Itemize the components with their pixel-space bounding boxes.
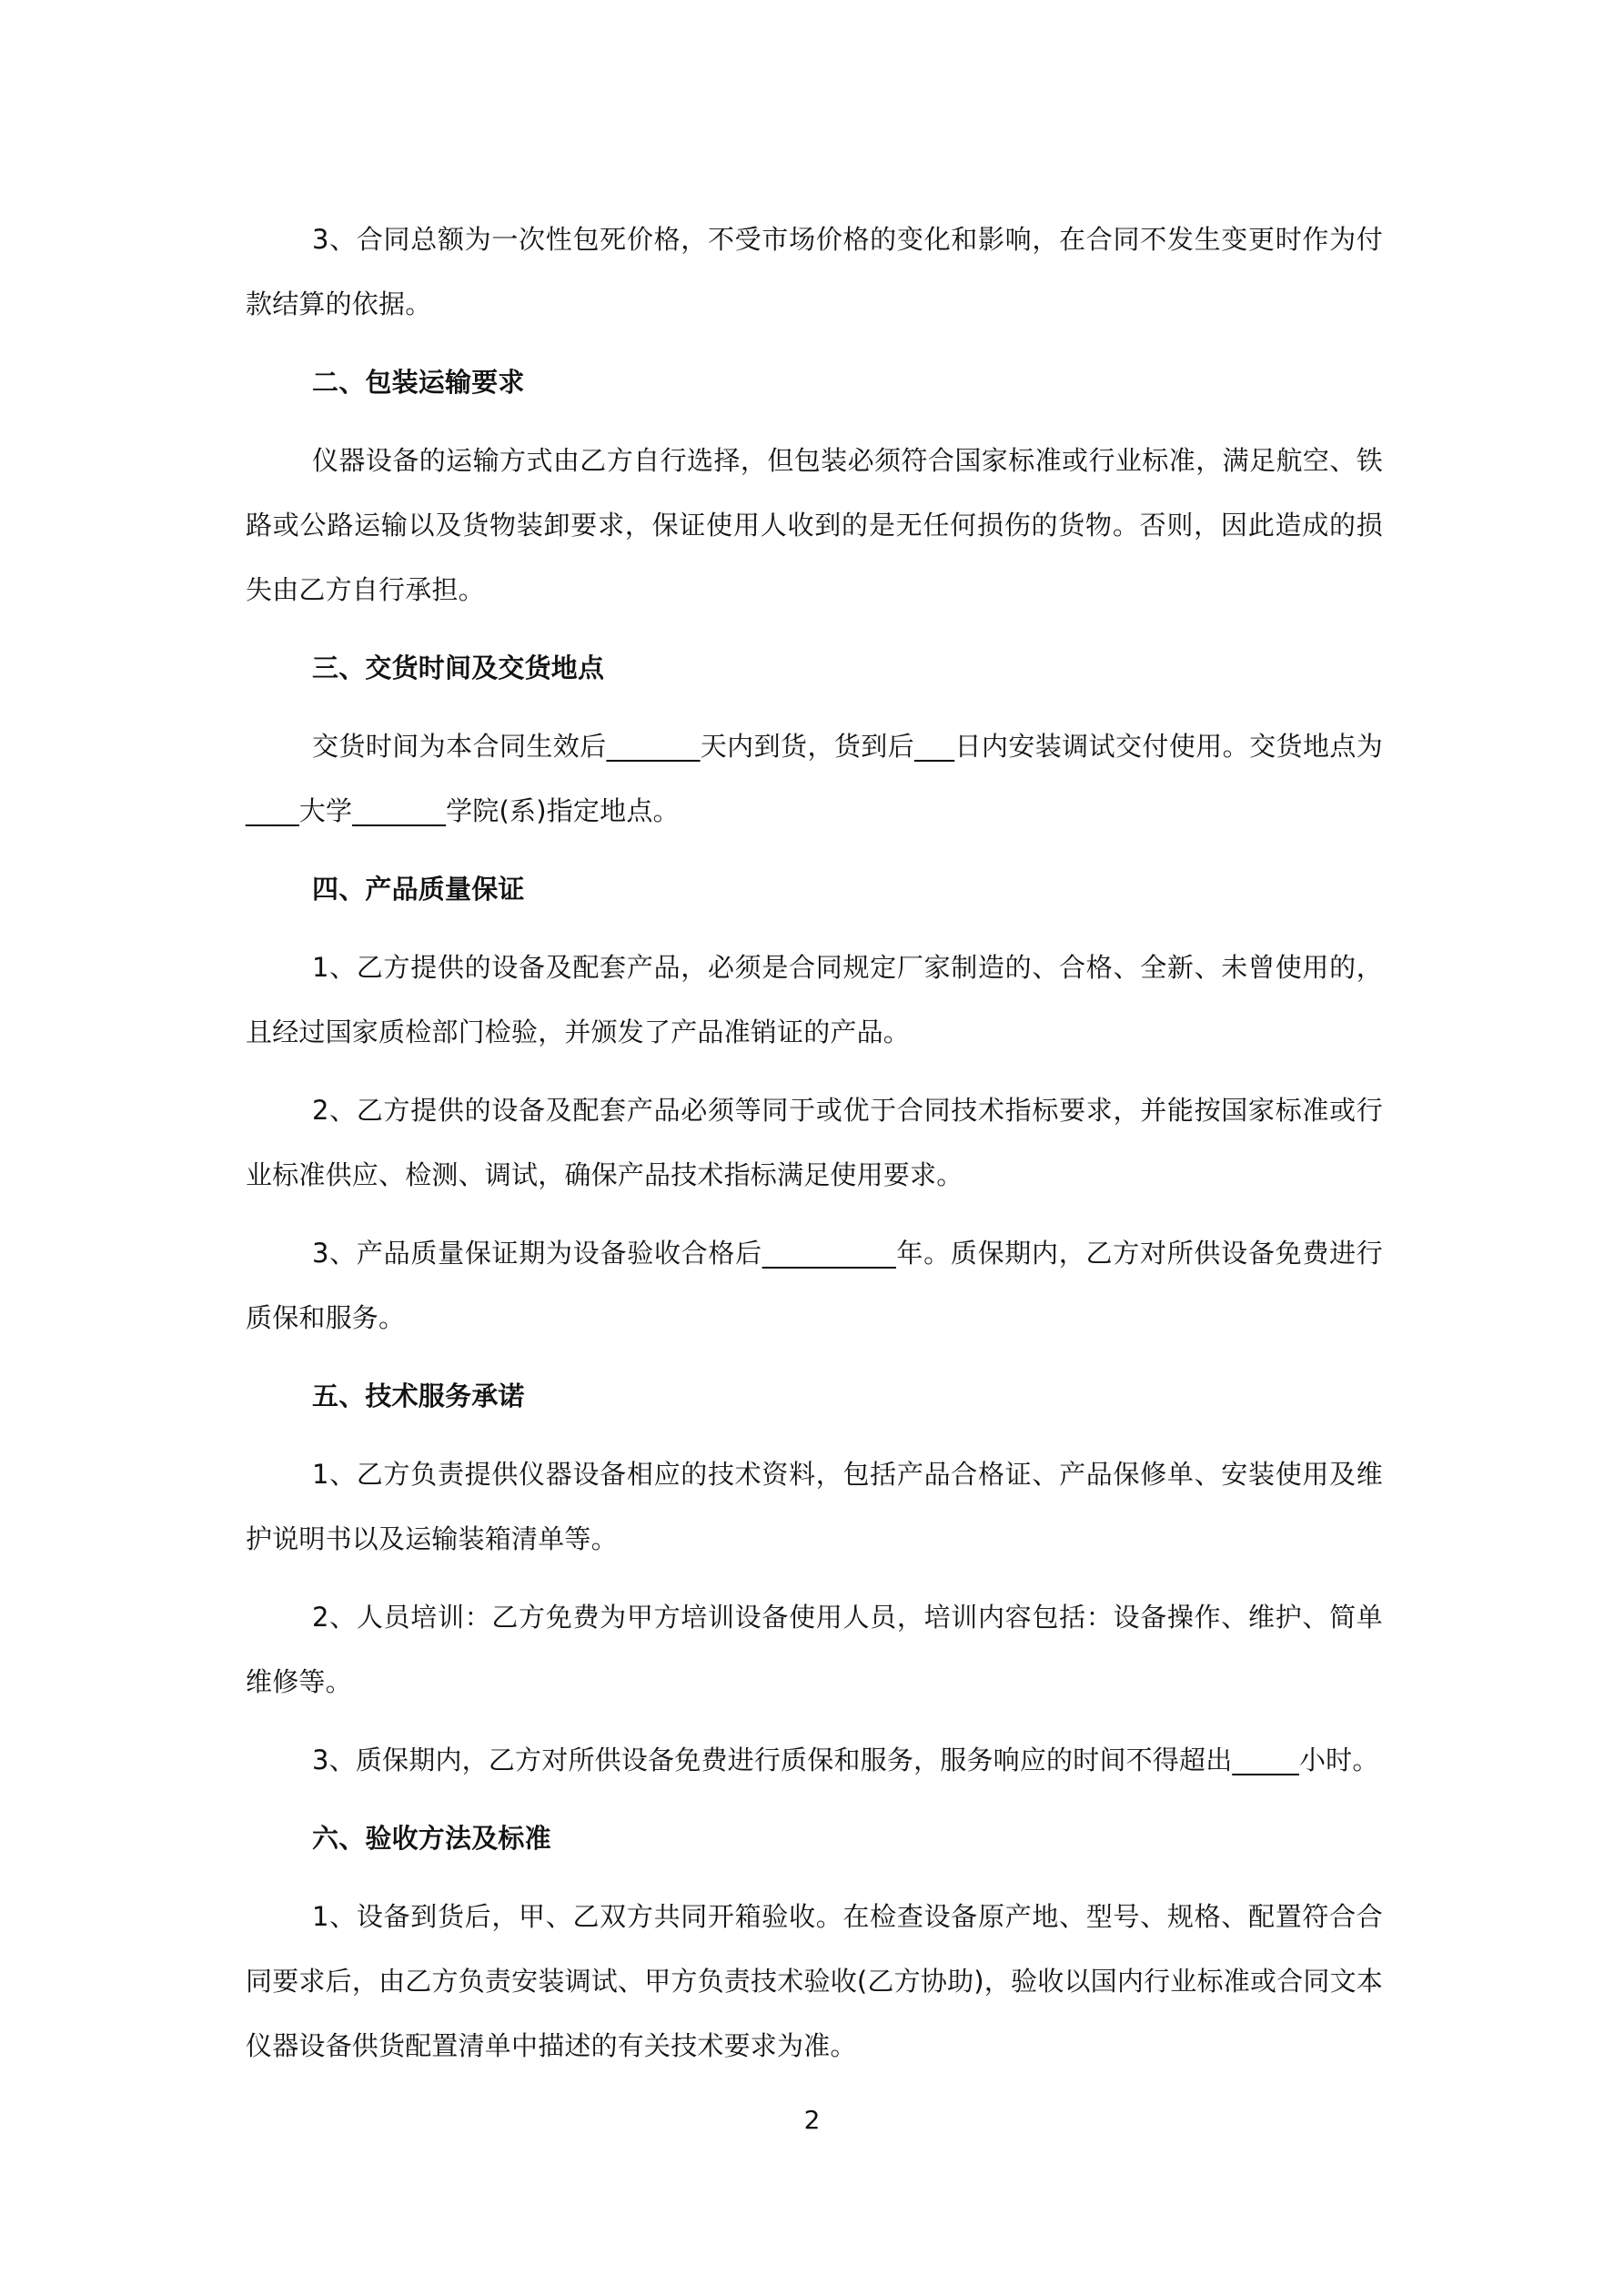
- paragraph: 1、设备到货后，甲、乙双方共同开箱验收。在检查设备原产地、型号、规格、配置符合合同要求后，由乙方负责安装调试、甲方负责技术验收(乙方协助)，验收以国内行业标准或合同文本仪器设备供货配置清单中描述的有关技术要求为准。: [246, 1901, 1383, 2061]
- section-heading: 三、交货时间及交货地点: [312, 652, 605, 683]
- paragraph: 1、乙方负责提供仪器设备相应的技术资料，包括产品合格证、产品保修单、安装使用及维护说明书以及运输装箱清单等。: [246, 1459, 1383, 1554]
- paragraph: 3、产品质量保证期为设备验收合格后__________年。质保期内，乙方对所供设备免费进行质保和服务。: [246, 1238, 1383, 1333]
- paragraph: 3、合同总额为一次性包死价格，不受市场价格的变化和影响，在合同不发生变更时作为付款结算的依据。: [246, 224, 1383, 319]
- paragraph: 2、人员培训：乙方免费为甲方培训设备使用人员，培训内容包括：设备操作、维护、简单维修等。: [246, 1602, 1383, 1697]
- document-body: [246, 207, 1383, 2092]
- paragraph: 1、乙方提供的设备及配套产品，必须是合同规定厂家制造的、合格、全新、未曾使用的，且经过国家质检部门检验，并颁发了产品准销证的产品。: [246, 952, 1383, 1047]
- page-number: 2: [803, 2105, 821, 2135]
- section-heading: 二、包装运输要求: [312, 367, 525, 398]
- section-heading: 四、产品质量保证: [312, 874, 525, 905]
- paragraph: 3、质保期内，乙方对所供设备免费进行质保和服务，服务响应的时间不得超出_____小时。: [312, 1745, 1379, 1775]
- paragraph: 交货时间为本合同生效后_______天内到货，货到后___日内安装调试交付使用。交货地点为____大学_______学院(系)指定地点。: [246, 731, 1383, 826]
- paragraph: 仪器设备的运输方式由乙方自行选择，但包装必须符合国家标准或行业标准，满足航空、铁路或公路运输以及货物装卸要求，保证使用人收到的是无任何损伤的货物。否则，因此造成的损失由乙方自行承担。: [246, 445, 1383, 605]
- paragraph: 2、乙方提供的设备及配套产品必须等同于或优于合同技术指标要求，并能按国家标准或行业标准供应、检测、调试，确保产品技术指标满足使用要求。: [246, 1095, 1383, 1190]
- section-heading: 六、验收方法及标准: [312, 1823, 551, 1854]
- section-heading: 五、技术服务承诺: [312, 1381, 525, 1411]
